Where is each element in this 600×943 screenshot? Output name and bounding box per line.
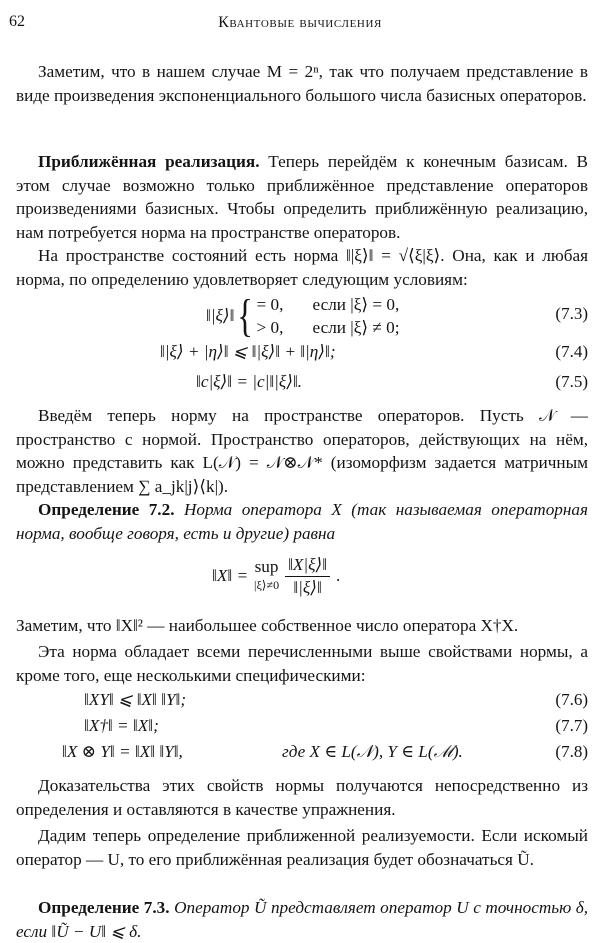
def73-text: Оператор Ũ представляет оператор U с точностью δ, если ‖Ũ − U‖ ⩽ δ. [16, 898, 588, 941]
eq78-number: (7.8) [555, 742, 588, 761]
running-header [0, 11, 600, 35]
section-heading: Приближённая реализация. [38, 152, 260, 171]
norm-lhs: ‖X‖ = [212, 566, 249, 585]
def73-label: Определение 7.3. [38, 898, 170, 917]
norm-fraction [285, 555, 330, 598]
eq73-case1: = 0, [256, 295, 284, 314]
norm-period: . [336, 566, 341, 585]
paragraph-intro: Заметим, что в нашем случае M = 2ⁿ, так что получаем представление в виде произведения экспоненциального большого числа базисных операторов. [16, 62, 588, 105]
sup-subscript: |ξ⟩≠0 [254, 578, 280, 592]
equation-7-3 [0, 290, 600, 342]
paragraph-proofs: Доказательства этих свойств нормы получаются непосредственно из определения и оставляются в качестве упражнения. [16, 776, 588, 819]
section-approximate-realization [16, 150, 588, 244]
equation-7-5 [0, 372, 600, 396]
fraction-numerator: ‖X|ξ⟩‖ [285, 555, 330, 577]
eq78-expr: ‖X ⊗ Y‖ = ‖X‖ ‖Y‖, [62, 742, 183, 761]
eq78-condition: где X ∈ L(𝒩), Y ∈ L(ℳ). [282, 742, 463, 761]
def72-label: Определение 7.2. [38, 500, 175, 519]
definition-7-2 [16, 498, 588, 545]
brace-symbol: { [237, 290, 254, 341]
paragraph-operator-space: Введём теперь норму на пространстве операторов. Пусть 𝒩 — пространство с нормой. Пространство операторов, действующих на нём, можно представить как L(𝒩) = 𝒩⊗𝒩* (изоморфизм задается матричным представлением ∑ a_jk|j⟩⟨k|). [16, 406, 588, 496]
equation-operator-norm [0, 548, 600, 604]
sup-operator [254, 558, 279, 594]
eq74-expr: ‖|ξ⟩ + |η⟩‖ ⩽ ‖|ξ⟩‖ + ‖|η⟩‖; [160, 342, 336, 361]
sup-label: sup [254, 557, 279, 576]
eq75-number: (7.5) [555, 372, 588, 391]
eq73-lhs: ‖|ξ⟩‖ [206, 306, 235, 325]
eq77-expr: ‖X†‖ = ‖X‖; [84, 716, 159, 735]
eq76-number: (7.6) [555, 690, 588, 709]
fraction-denominator: ‖|ξ⟩‖ [293, 577, 322, 597]
eq73-case2: > 0, [256, 318, 284, 337]
eq73-number: (7.3) [555, 304, 588, 323]
running-title: Квантовые вычисления [218, 14, 382, 31]
eq76-expr: ‖XY‖ ⩽ ‖X‖ ‖Y‖; [84, 690, 187, 709]
equation-7-8 [0, 742, 600, 766]
def72-text: Норма оператора X (так называемая операторная норма, вообще говоря, есть и другие) равна [16, 500, 589, 543]
eq73-cond2: если |ξ⟩ ≠ 0; [312, 318, 400, 337]
equation-7-6 [0, 690, 600, 714]
eq73-cond1: если |ξ⟩ = 0, [312, 295, 400, 314]
equation-7-4 [0, 342, 600, 366]
paragraph-largest-eigenvalue: Заметим, что ‖X‖² — наибольшее собственное число оператора X†X. [16, 616, 519, 635]
paragraph-approx-realizability: Дадим теперь определение приближенной реализуемости. Если искомый оператор — U, то его приближённая реализация будет обозначаться Ũ. [16, 826, 588, 869]
paragraph-state-norm: На пространстве состояний есть норма ‖|ξ⟩‖ = √⟨ξ|ξ⟩. Она, как и любая норма, по определению удовлетворяет следующим условиям: [16, 246, 588, 289]
section-text: Теперь перейдём к конечным базисам. В этом случае возможно только приближённое представление операторов произведениями базисных. Чтобы определить приближённую реализацию, нам потребуется норма на пространстве операторов. [16, 152, 589, 242]
paragraph-norm-properties: Эта норма обладает всеми перечисленными выше свойствами нормы, а кроме того, еще несколькими специфическими: [16, 642, 588, 685]
page-number: 62 [9, 13, 25, 30]
eq77-number: (7.7) [555, 716, 588, 735]
eq73-cases [257, 293, 400, 339]
definition-7-3 [16, 896, 588, 943]
equation-7-7 [0, 716, 600, 740]
eq75-expr: ‖c|ξ⟩‖ = |c|‖|ξ⟩‖. [196, 372, 303, 391]
eq74-number: (7.4) [555, 342, 588, 361]
